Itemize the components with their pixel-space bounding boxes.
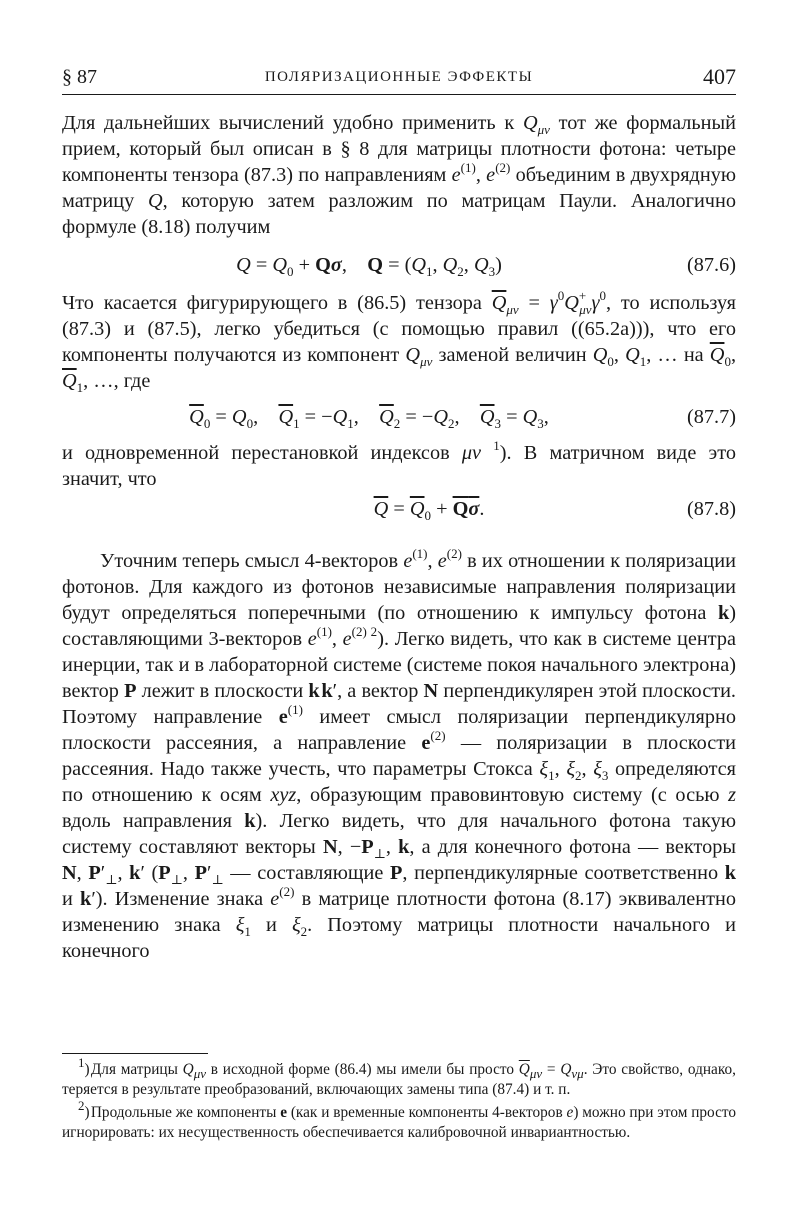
footnote-1: $^1$) Для матрицы $Q_{\mu\nu}$ в исходной форме (86.4) мы имели бы просто $\overline{Q}_{\mu\nu} = Q_{\nu\mu}$. Это свойство, однако, теряется в результате преобразований, включающих замены типа (87.4) и т. п. (62, 1054, 736, 1098)
equation-87-7 (62, 400, 736, 434)
header-rule (62, 94, 736, 95)
equation-number: (87.6) (687, 254, 736, 276)
paragraph-4: Уточним теперь смысл 4-векторов $e^{(1)}$, $e^{(2)}$ в их отношении к поляризации фотонов. Для каждого из фотонов независимые направления поляризации будут определяться поперечными (по отношению к импульсу фотона k) составляющими 3-векторов $e^{(1)}$, $e^{(2) 2}$). Легко видеть, что как в системе центра инерции, так и в лабораторной системе (системе покоя начального электрона) вектор P лежит в плоскости k k′, а вектор N перпендикулярен этой плоскости. Поэтому направление $e^{(1)}$ имеет смысл поляризации перпендикулярно плоскости рассеяния, а направление $e^{(2)}$ — поляризации в плоскости рассеяния. Надо также учесть, что параметры Стокса $\xi_1$, $\xi_2$, $\xi_3$ определяются по отношению к осям xyz, образующим правовинтовую систему (с осью z вдоль направления k). Легко видеть, что для начального фотона такую систему составляют векторы N, $-P_\perp$, k, а для конечного фотона — векторы N, $P'_\perp$, k′ ($P_\perp$, $P'_\perp$ — составляющие P, перпендикулярные соответственно k и k′). Изменение знака $e^{(2)}$ в матрице плотности фотона (8.17) эквивалентно изменению знака $\xi_1$ и $\xi_2$. Поэтому матрицы плотности начального и конечного (62, 546, 737, 962)
equation-number: (87.7) (687, 406, 736, 428)
equation-formula: $\overline{Q}_0 = Q_0$, $\overline{Q}_1 = -Q_1$, $\overline{Q}_2 = -Q_2$, $\overline{Q}_3 = Q_3$, (189, 406, 549, 432)
equation-number: (87.8) (687, 498, 736, 520)
equation-87-6 (62, 248, 736, 282)
page-number: 407 (703, 64, 736, 89)
paragraph-2: Что касается фигурирующего в (86.5) тензора $\overline{Q}_{\mu\nu} = \gamma^0Q^+_{\mu\nu}\gamma^0$, то используя (87.3) и (87.5), легко убедиться (с помощью правил ((65.2a))), что его компоненты получаются из компонент $Q_{\mu\nu}$ заменой величин $Q_0$, $Q_1$, … на $\overline{Q}_0$, $\overline{Q}_1$, …, где (62, 288, 737, 396)
equation-87-8 (62, 492, 736, 526)
footnotes (62, 1054, 737, 1143)
main-text (62, 110, 736, 964)
equation-formula: $Q = Q_0 + Q\sigma$, $Q = (Q_1$, $Q_2$, $Q_3$) (236, 254, 502, 280)
footnote-rule (62, 1053, 208, 1054)
equation-formula: $\overline{Q} = \overline{Q}_0 + \overline{Q}\overline{\sigma}$. (373, 498, 485, 524)
paragraph-1: Для дальнейших вычислений удобно применить к $Q_{\mu\nu}$ тот же формальный прием, который был описан в § 8 для матрицы плотности фотона: четыре компоненты тензора (87.3) по направлениям $e^{(1)}$, $e^{(2)}$ объединим в двухрядную матрицу Q, которую затем разложим по матрицам Паули. Аналогично формуле (8.18) получим (62, 112, 737, 238)
running-title: ПОЛЯРИЗАЦИОННЫЕ ЭФФЕКТЫ (264, 69, 534, 85)
footnote-2: $^2$) Продольные же компоненты e (как и временные компоненты 4-векторов e) можно при этом просто игнорировать: их несущественность обеспечивается калибровочной инвариантностью. (62, 1097, 737, 1141)
running-header (62, 64, 736, 94)
paragraph-3: и одновременной перестановкой индексов μν $^1$). В матричном виде это значит, что (62, 438, 736, 490)
section-number: § 87 (62, 66, 97, 88)
